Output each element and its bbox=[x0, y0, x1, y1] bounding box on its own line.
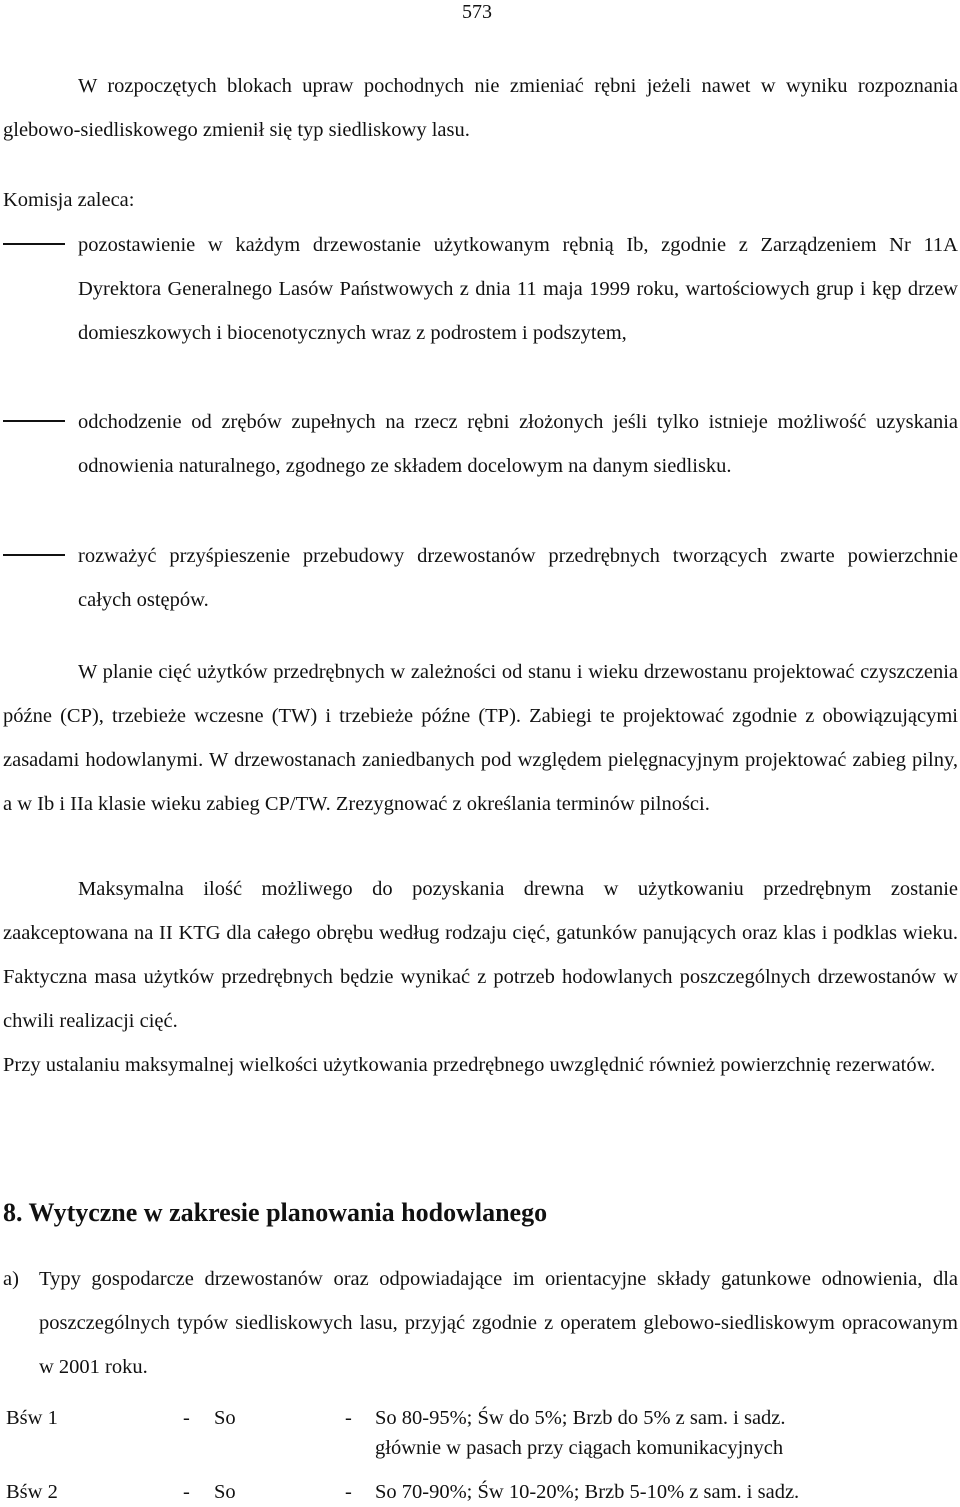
stand-type: So bbox=[214, 1481, 236, 1503]
paragraph-upraw-pochodnych: W rozpoczętych blokach upraw pochodnych nie zmieniać rębni jeżeli nawet w wyniku rozpoznania glebowo-siedliskowego zmienił się typ siedliskowy lasu. bbox=[3, 75, 958, 141]
composition-main: So 70-90%; Św 10-20%; Brzb 5-10% z sam. i sadz. bbox=[375, 1481, 800, 1503]
list-item-a bbox=[3, 1257, 958, 1389]
bullet-text: odchodzenie od zrębów zupełnych na rzecz rębni złożonych jeśli tylko istnieje możliwość uzyskania odnowienia naturalnego, zgodnego ze składem docelowym na danym siedlisku. bbox=[78, 411, 958, 477]
bullet-item-pozostawienie bbox=[3, 223, 958, 355]
bullet-text: pozostawienie w każdym drzewostanie użytkowanym rębnią Ib, zgodnie z Zarządzeniem Nr 11A Dyrektora Generalnego Lasów Państwowych z dnia 11 maja 1999 roku, wartościowych grup i kęp drzew domieszkowych i biocenotycznych wraz z podrostem i podszytem, bbox=[78, 234, 958, 344]
paragraph-maksymalna-ilosc: Maksymalna ilość możliwego do pozyskania drewna w użytkowaniu przedrębnym zostanie zaakceptowana na II KTG dla całego obrębu według rodzaju cięć, gatunków panujących oraz klas i podklas wieku. Faktyczna masa użytków przedrębnych będzie wynikać z potrzeb hodowlanych poszczególnych drzewostanów w chwili realizacji cięć. bbox=[3, 878, 958, 1032]
dash-bullet-icon bbox=[3, 554, 65, 556]
forest-type-code: Bśw 1 bbox=[6, 1407, 58, 1429]
bullet-item-odchodzenie bbox=[3, 400, 958, 488]
separator-dash: - bbox=[183, 1407, 190, 1429]
page-number: 573 bbox=[462, 1, 492, 23]
stand-type: So bbox=[214, 1407, 236, 1429]
list-item-label: a) bbox=[3, 1268, 19, 1290]
paragraph-powierzchnia-rezerwatow: Przy ustalaniu maksymalnej wielkości użytkowania przedrębnego uwzględnić również powierzchnię rezerwatów. bbox=[3, 1054, 936, 1076]
separator-dash: - bbox=[345, 1481, 352, 1503]
separator-dash: - bbox=[183, 1481, 190, 1503]
species-composition bbox=[375, 1403, 786, 1463]
paragraph-komisja-zaleca: Komisja zaleca: bbox=[3, 189, 135, 211]
list-item-text: Typy gospodarcze drzewostanów oraz odpowiadające im orientacyjne składy gatunkowe odnowienia, dla poszczególnych typów siedliskowych lasu, przyjąć zgodnie z operatem glebowo-siedliskowym opracowanym w 2001 roku. bbox=[39, 1268, 958, 1378]
composition-note: głównie w pasach przy ciągach komunikacyjnych bbox=[375, 1437, 784, 1459]
bullet-item-rozwazyc bbox=[3, 534, 958, 622]
dash-bullet-icon bbox=[3, 420, 65, 422]
dash-bullet-icon bbox=[3, 243, 65, 245]
paragraph-plan-ciec: W planie cięć użytków przedrębnych w zależności od stanu i wieku drzewostanu projektować czyszczenia późne (CP), trzebieże wczesne (TW) i trzebieże późne (TP). Zabiegi te projektować zgodnie z obowiązującymi zasadami hodowlanymi. W drzewostanach zaniedbanych pod względem pielęgnacyjnym projektować zabieg pilny, a w Ib i IIa klasie wieku zabieg CP/TW. Zrezygnować z określania terminów pilności. bbox=[3, 661, 958, 815]
bullet-text: rozważyć przyśpieszenie przebudowy drzewostanów przedrębnych tworzących zwarte powierzchnie całych ostępów. bbox=[78, 545, 958, 611]
forest-type-code: Bśw 2 bbox=[6, 1481, 58, 1503]
species-composition bbox=[375, 1477, 799, 1507]
composition-main: So 80-95%; Św do 5%; Brzb do 5% z sam. i sadz. bbox=[375, 1407, 786, 1429]
separator-dash: - bbox=[345, 1407, 352, 1429]
section-heading: 8. Wytyczne w zakresie planowania hodowlanego bbox=[3, 1198, 548, 1227]
